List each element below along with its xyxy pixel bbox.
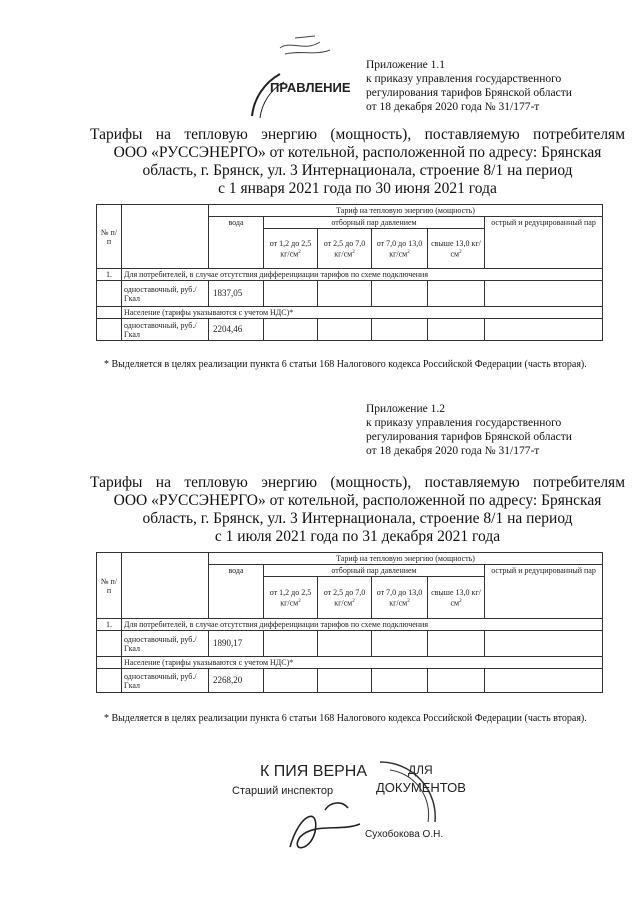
document-title-2 bbox=[90, 474, 625, 546]
certification-stamp bbox=[230, 752, 470, 862]
stamp-position-text: Старший инспектор bbox=[232, 785, 334, 797]
header-pressure-2: от 2,5 до 7,0 $кг/см^2$ bbox=[318, 577, 372, 619]
stamp-docs-text: ДОКУМЕНТОВ bbox=[376, 780, 466, 795]
row-single-rate: одноставочный, руб./Гкал bbox=[122, 319, 209, 341]
appendix-line: от 18 декабря 2020 года № 31/177-т bbox=[366, 101, 540, 113]
header-tariff: Тариф на тепловую энергию (мощность) bbox=[209, 553, 603, 565]
empty-cell bbox=[97, 657, 122, 669]
footnote-2: * Выделяется в целях реализации пункта 6 статьи 168 Налогового кодекса Российской Федерации (часть вторая). bbox=[104, 713, 587, 724]
empty-cell bbox=[97, 669, 122, 693]
title-line: ООО «РУССЭНЕРГО» от котельной, расположенной по адресу: Брянская bbox=[113, 492, 602, 509]
empty-cell bbox=[97, 307, 122, 319]
header-steam: отборный пар давлением bbox=[264, 565, 485, 577]
value-population-water: 2268,20 bbox=[209, 669, 264, 693]
header-num: № п/п bbox=[97, 553, 122, 619]
row-population: Население (тарифы указываются с учетом НДС)* bbox=[122, 657, 603, 669]
empty-cell bbox=[485, 669, 603, 693]
header-live-steam: острый и редуцированный пар bbox=[485, 565, 603, 619]
empty-cell bbox=[485, 281, 603, 307]
empty-cell bbox=[97, 281, 122, 307]
appendix-line: Приложение 1.2 bbox=[366, 403, 445, 415]
empty-cell bbox=[318, 631, 372, 657]
header-pressure-2: от 2,5 до 7,0 $кг/см^2$ bbox=[318, 229, 372, 269]
header-pressure-4: свыше 13,0 $кг/см^2$ bbox=[428, 229, 485, 269]
empty-cell bbox=[485, 631, 603, 657]
value-consumers-water: 1837,05 bbox=[209, 281, 264, 307]
header-water: вода bbox=[209, 565, 264, 619]
empty-cell bbox=[372, 319, 428, 341]
empty-cell bbox=[428, 669, 485, 693]
empty-cell bbox=[428, 319, 485, 341]
appendix-line: от 18 декабря 2020 года № 31/177-т bbox=[366, 445, 540, 457]
empty-cell bbox=[485, 319, 603, 341]
empty-cell bbox=[318, 669, 372, 693]
appendix-line: к приказу управления государственного bbox=[366, 417, 562, 429]
row-population: Население (тарифы указываются с учетом НДС)* bbox=[122, 307, 603, 319]
title-line: с 1 января 2021 года по 30 июня 2021 года bbox=[218, 180, 497, 197]
empty-cell bbox=[264, 319, 318, 341]
header-pressure-3: от 7,0 до 13,0 $кг/см^2$ bbox=[372, 577, 428, 619]
header-pressure-1: от 1,2 до 2,5 $кг/см^2$ bbox=[264, 229, 318, 269]
title-line: область, г. Брянск, ул. 3 Интернационала, строение 8/1 на период bbox=[142, 162, 573, 179]
header-num: № п/п bbox=[97, 205, 122, 269]
title-line: область, г. Брянск, ул. 3 Интернационала, строение 8/1 на период bbox=[142, 510, 573, 527]
document-title-1 bbox=[90, 126, 625, 198]
tariff-table-1 bbox=[96, 204, 603, 341]
row-consumers: Для потребителей, в случае отсутствия дифференциации тарифов по схеме подключения bbox=[122, 269, 603, 281]
title-line: Тарифы на тепловую энергию (мощность), поставляемую потребителям bbox=[90, 474, 625, 491]
empty-cell bbox=[318, 281, 372, 307]
row-number: 1. bbox=[97, 269, 122, 281]
appendix-line: к приказу управления государственного bbox=[366, 73, 562, 85]
title-line: ООО «РУССЭНЕРГО» от котельной, расположенной по адресу: Брянская bbox=[113, 144, 602, 161]
tariff-table-2 bbox=[96, 552, 603, 693]
empty-cell bbox=[264, 281, 318, 307]
footnote-1: * Выделяется в целях реализации пункта 6 статьи 168 Налогового кодекса Российской Федерации (часть вторая). bbox=[104, 359, 587, 370]
stamp-copy-text: К ПИЯ ВЕРНА bbox=[260, 763, 368, 780]
appendix-line: Приложение 1.1 bbox=[366, 59, 445, 71]
value-consumers-water: 1890,17 bbox=[209, 631, 264, 657]
header-water: вода bbox=[209, 217, 264, 269]
top-signature-mark bbox=[275, 30, 335, 60]
empty-cell bbox=[97, 319, 122, 341]
seal-top-text: ПРАВЛЕНИЕ bbox=[270, 80, 351, 95]
empty-cell bbox=[428, 631, 485, 657]
row-single-rate: одноставочный, руб./Гкал bbox=[122, 669, 209, 693]
appendix-line: регулирования тарифов Брянской области bbox=[366, 87, 572, 99]
title-line: с 1 июля 2021 года по 31 декабря 2021 года bbox=[214, 528, 501, 545]
stamp-name-text: Сухобокова О.Н. bbox=[365, 829, 444, 840]
empty-cell bbox=[264, 631, 318, 657]
empty-cell bbox=[97, 631, 122, 657]
header-pressure-1: от 1,2 до 2,5 $кг/см^2$ bbox=[264, 577, 318, 619]
empty-cell bbox=[372, 669, 428, 693]
row-single-rate: одноставочный, руб./Гкал bbox=[122, 281, 209, 307]
row-number: 1. bbox=[97, 619, 122, 631]
appendix-line: регулирования тарифов Брянской области bbox=[366, 431, 572, 443]
header-pressure-3: от 7,0 до 13,0 $кг/см^2$ bbox=[372, 229, 428, 269]
header-pressure-4: свыше 13,0 $кг/см^2$ bbox=[428, 577, 485, 619]
header-steam: отборный пар давлением bbox=[264, 217, 485, 229]
value-population-water: 2204,46 bbox=[209, 319, 264, 341]
header-blank bbox=[122, 553, 209, 619]
empty-cell bbox=[318, 319, 372, 341]
official-seal-top bbox=[240, 66, 360, 126]
row-consumers: Для потребителей, в случае отсутствия дифференциации тарифов по схеме подключения bbox=[122, 619, 603, 631]
header-blank bbox=[122, 205, 209, 269]
handwritten-signature bbox=[290, 803, 360, 848]
empty-cell bbox=[264, 669, 318, 693]
stamp-for-text: ДЛЯ bbox=[408, 763, 433, 777]
row-single-rate: одноставочный, руб./Гкал bbox=[122, 631, 209, 657]
empty-cell bbox=[372, 281, 428, 307]
appendix-2-heading bbox=[366, 402, 616, 458]
title-line: Тарифы на тепловую энергию (мощность), поставляемую потребителям bbox=[90, 126, 625, 143]
empty-cell bbox=[372, 631, 428, 657]
empty-cell bbox=[428, 281, 485, 307]
appendix-1-heading bbox=[366, 58, 616, 114]
header-tariff: Тариф на тепловую энергию (мощность) bbox=[209, 205, 603, 217]
header-live-steam: острый и редуцированный пар bbox=[485, 217, 603, 269]
